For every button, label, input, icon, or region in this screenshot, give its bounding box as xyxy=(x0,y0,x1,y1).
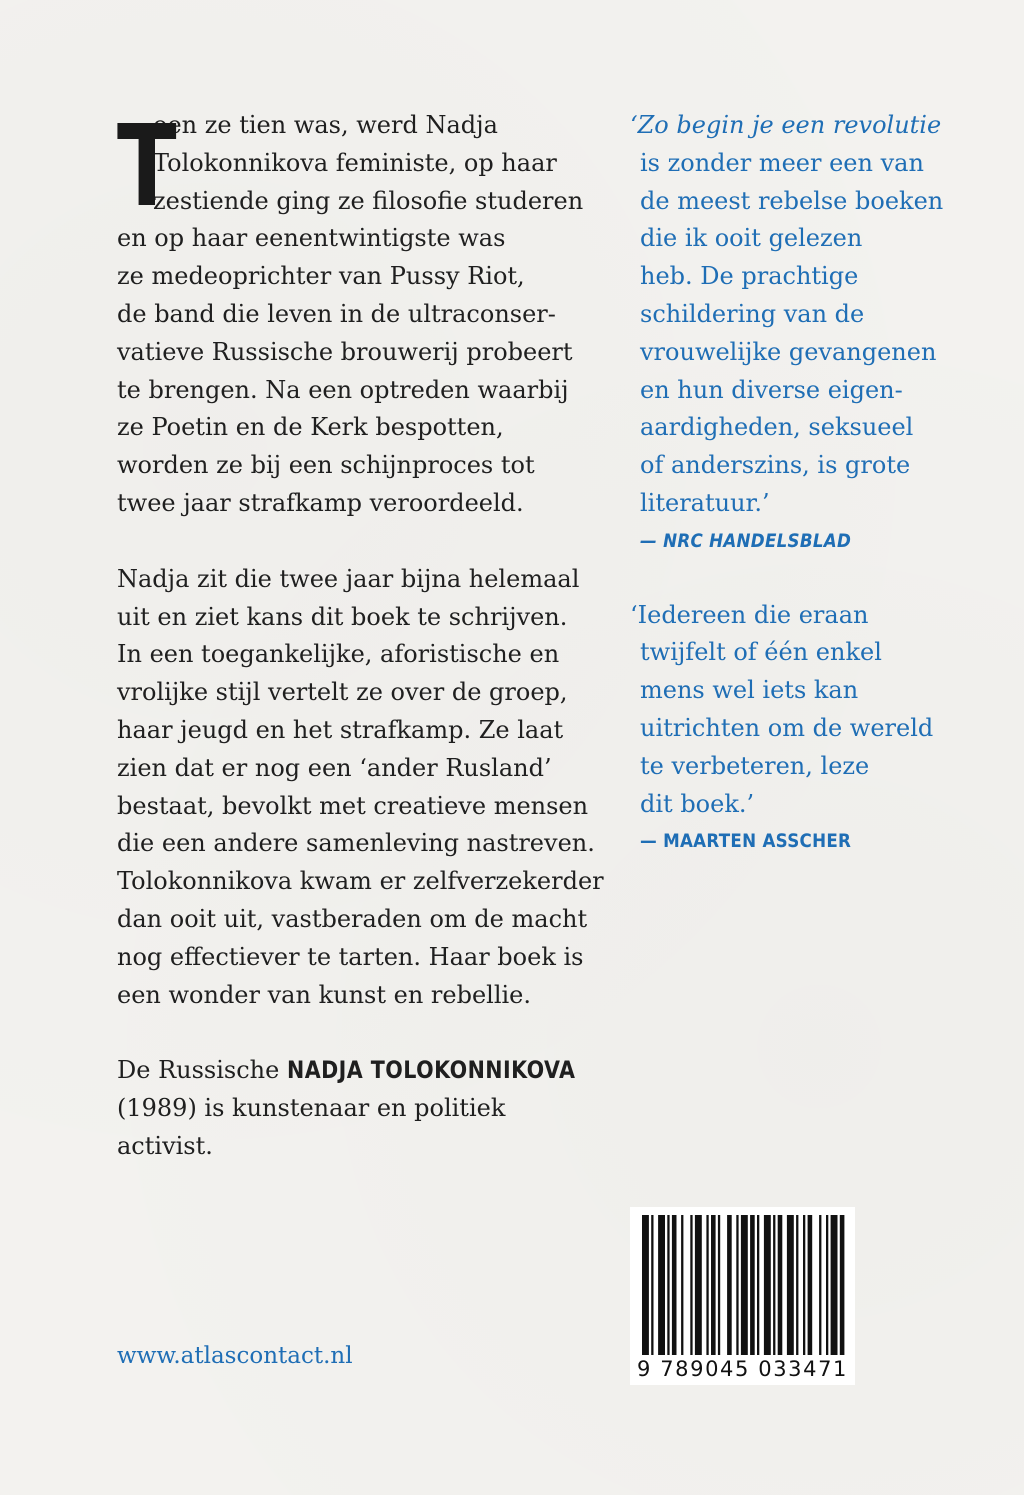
barcode-bar xyxy=(826,1215,828,1355)
author-bio xyxy=(117,1052,587,1165)
quote-line: ‘Iedereen die eraan xyxy=(630,600,869,629)
quote-line: twijfelt of één enkel xyxy=(640,638,882,667)
blurb-line: haar jeugd en het strafkamp. Ze laat xyxy=(117,715,564,744)
author-bio-line-1 xyxy=(117,1052,587,1090)
blurb-line: ze Poetin en de Kerk bespotten, xyxy=(117,413,504,442)
quote-line: de meest rebelse boeken xyxy=(640,186,944,215)
blurb-line: vrolijke stijl vertelt ze over de groep, xyxy=(117,678,568,707)
barcode-bar xyxy=(711,1215,716,1355)
barcode-bar xyxy=(773,1215,775,1355)
quote-2 xyxy=(630,597,950,862)
blurb-line: dan ooit uit, vastberaden om de macht xyxy=(117,904,588,933)
author-prefix: De Russische xyxy=(117,1056,280,1085)
barcode-bar xyxy=(706,1215,708,1355)
barcode-bar xyxy=(681,1215,683,1355)
isbn-barcode xyxy=(630,1207,855,1385)
barcode-bar xyxy=(803,1215,805,1355)
isbn-number: 9 789045 033471 xyxy=(636,1357,849,1381)
quote-line: vrouwelijke gevangenen xyxy=(640,337,937,366)
barcode-bar xyxy=(736,1215,738,1355)
blurb-line: oen ze tien was, werd Nadja xyxy=(153,111,498,139)
blurb-column xyxy=(117,102,604,1166)
barcode-bar xyxy=(757,1215,759,1355)
blurb-line: die een andere samenleving nastreven. xyxy=(117,829,595,858)
barcode-bar xyxy=(727,1215,732,1355)
quote-line: mens wel iets kan xyxy=(640,676,859,705)
quote-line: schildering van de xyxy=(640,299,865,328)
blurb-line: nog effectiever te tarten. Haar boek is xyxy=(117,942,584,971)
publisher-website[interactable]: www.atlascontact.nl xyxy=(117,1343,353,1369)
barcode-bar xyxy=(672,1215,677,1355)
quote-line: heb. De prachtige xyxy=(640,262,859,291)
quote-1-title-line: ‘Zo begin je een revolutie xyxy=(630,111,942,139)
blurb-line: de band die leven in de ultraconser- xyxy=(117,299,556,328)
barcode-bars xyxy=(630,1207,855,1357)
blurb-line: uit en ziet kans dit boek te schrijven. xyxy=(117,602,568,631)
blurb-line: twee jaar strafkamp veroordeeld. xyxy=(117,488,524,517)
quote-line: literatuur.’ xyxy=(640,488,770,517)
blurb-line: zestiende ging ze filosofie studeren xyxy=(153,186,584,215)
blurb-line: te brengen. Na een optreden waarbij xyxy=(117,375,569,404)
drop-cap: T xyxy=(117,102,177,232)
blurb-paragraph-2 xyxy=(117,561,604,1015)
quote-line: en hun diverse eigen- xyxy=(640,375,903,404)
blurb-line: Nadja zit die twee jaar bijna helemaal xyxy=(117,564,580,593)
author-bio-line-2: (1989) is kunstenaar en politiek xyxy=(117,1094,506,1123)
author-name: NADJA TOLOKONNIKOVA xyxy=(286,1056,576,1085)
quote-line: uitrichten om de wereld xyxy=(640,713,934,742)
barcode-bar xyxy=(651,1215,653,1355)
quote-1-attribution: — NRC HANDELSBLAD xyxy=(640,529,852,552)
barcode-bar xyxy=(840,1215,845,1355)
barcode-bar xyxy=(819,1215,821,1355)
barcode-bar xyxy=(764,1215,771,1355)
barcode-bar xyxy=(808,1215,813,1355)
quotes-column xyxy=(630,107,950,861)
quote-2-attribution: — MAARTEN ASSCHER xyxy=(640,830,852,853)
blurb-line: Tolokonnikova kwam er zelfverzekerder xyxy=(117,867,604,896)
blurb-paragraph-1 xyxy=(117,102,587,523)
quote-1 xyxy=(630,107,950,561)
barcode-bar xyxy=(796,1215,798,1355)
quote-line: die ik ooit gelezen xyxy=(640,224,863,253)
blurb-line: Tolokonnikova feministe, op haar xyxy=(153,148,557,177)
barcode-bar xyxy=(690,1215,692,1355)
blurb-line: een wonder van kunst en rebellie. xyxy=(117,980,531,1009)
barcode-bar xyxy=(741,1215,748,1355)
blurb-line: zien dat er nog een ‘ander Rusland’ xyxy=(117,753,552,782)
blurb-line: vatieve Russische brouwerij probeert xyxy=(117,337,573,366)
blurb-line: ze medeoprichter van Pussy Riot, xyxy=(117,262,525,291)
barcode-bar xyxy=(787,1215,794,1355)
blurb-line: worden ze bij een schijnproces tot xyxy=(117,451,535,480)
quote-line: dit boek.’ xyxy=(640,789,755,818)
barcode-bar xyxy=(695,1215,702,1355)
author-bio-line-3: activist. xyxy=(117,1131,213,1160)
blurb-line: en op haar eenentwintigste was xyxy=(117,224,506,253)
quote-line: of anderszins, is grote xyxy=(640,451,911,480)
quote-line: aardigheden, seksueel xyxy=(640,413,914,442)
quote-line: te verbeteren, leze xyxy=(640,751,870,780)
barcode-bar xyxy=(642,1215,649,1355)
blurb-line: In een toegankelijke, aforistische en xyxy=(117,640,560,669)
barcode-bar xyxy=(831,1215,838,1355)
blurb-line: bestaat, bevolkt met creatieve mensen xyxy=(117,791,589,820)
barcode-bar xyxy=(718,1215,720,1355)
barcode-bar xyxy=(750,1215,755,1355)
barcode-bar xyxy=(667,1215,669,1355)
barcode-bar xyxy=(658,1215,665,1355)
barcode-bar xyxy=(778,1215,783,1355)
quote-line: is zonder meer een van xyxy=(640,148,924,177)
